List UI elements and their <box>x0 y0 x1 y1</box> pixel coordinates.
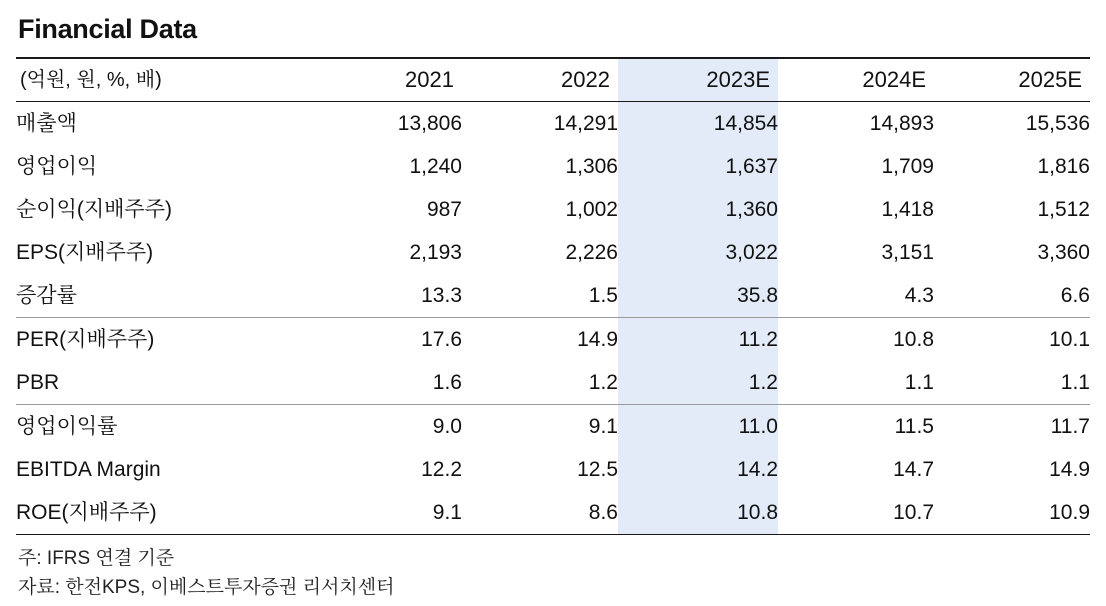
cell-2022: 2,226 <box>565 241 618 264</box>
cell-2021: 987 <box>426 198 462 221</box>
row-label: PER(지배주주) <box>16 318 306 362</box>
cell-2022: 9.1 <box>462 405 618 449</box>
cell-2025e: 1,816 <box>1037 155 1090 178</box>
table-row <box>16 491 1090 535</box>
cell-2022: 14,291 <box>553 112 618 135</box>
cell-2023e: 1,360 <box>618 188 778 231</box>
cell-2021: 12.2 <box>421 458 462 481</box>
table-header-row <box>16 58 1090 102</box>
table-row <box>16 188 1090 231</box>
cell-2023e: 1.2 <box>618 361 778 405</box>
cell-2025e: 1,512 <box>1037 198 1090 221</box>
table-row <box>16 102 1090 146</box>
cell-2021: 9.1 <box>306 491 462 535</box>
table-row <box>16 231 1090 274</box>
cell-2021: 17.6 <box>306 318 462 362</box>
cell-2021: 9.0 <box>306 405 462 449</box>
financial-data-table <box>16 57 1090 535</box>
cell-2022: 12.5 <box>577 458 618 481</box>
cell-2024e: 1.1 <box>904 371 934 394</box>
cell-2024e: 4.3 <box>904 284 934 307</box>
row-label: 영업이익률 <box>16 405 306 449</box>
row-label: PBR <box>16 371 60 394</box>
cell-2021: 2,193 <box>409 241 462 264</box>
cell-2025e: 6.6 <box>1060 284 1090 307</box>
row-label: EBITDA Margin <box>16 458 161 481</box>
cell-2022: 1.5 <box>588 284 618 307</box>
cell-2023e: 10.8 <box>618 491 778 535</box>
cell-2023e: 35.8 <box>618 274 778 318</box>
row-label: 순이익(지배주주) <box>16 198 172 221</box>
table-row <box>16 448 1090 491</box>
cell-2024e: 10.7 <box>778 491 934 535</box>
table-notes <box>18 544 1090 603</box>
cell-2023e: 11.2 <box>618 318 778 362</box>
cell-2023e: 14,854 <box>618 102 778 146</box>
cell-2024e: 14,893 <box>869 112 934 135</box>
cell-2023e: 11.0 <box>618 405 778 449</box>
cell-2025e: 10.1 <box>934 318 1090 362</box>
cell-2022: 1,002 <box>565 198 618 221</box>
cell-2024e: 1,709 <box>881 155 934 178</box>
cell-2025e: 3,360 <box>1037 241 1090 264</box>
row-label: 증감률 <box>16 284 77 307</box>
page-title: Financial Data <box>18 14 197 44</box>
row-label: 매출액 <box>16 112 77 135</box>
unit-header: (억원, 원, %, 배) <box>16 58 306 102</box>
cell-2025e: 1.1 <box>1060 371 1090 394</box>
cell-2025e: 14.9 <box>1049 458 1090 481</box>
cell-2021: 1.6 <box>432 371 462 394</box>
column-header-2021: 2021 <box>306 58 462 102</box>
cell-2022: 14.9 <box>462 318 618 362</box>
cell-2022: 8.6 <box>462 491 618 535</box>
note-source: 자료: 한전KPS, 이베스트투자증권 리서치센터 <box>18 577 395 599</box>
table-row <box>16 318 1090 362</box>
cell-2024e: 3,151 <box>881 241 934 264</box>
cell-2021: 13,806 <box>397 112 462 135</box>
column-header-2022: 2022 <box>462 58 618 102</box>
note-standard: 주: IFRS 연결 기준 <box>18 548 175 569</box>
cell-2025e: 11.7 <box>934 405 1090 449</box>
cell-2024e: 11.5 <box>778 405 934 449</box>
cell-2022: 1,306 <box>565 155 618 178</box>
cell-2024e: 14.7 <box>893 458 934 481</box>
cell-2023e: 1,637 <box>618 145 778 188</box>
table-row <box>16 145 1090 188</box>
cell-2024e: 10.8 <box>778 318 934 362</box>
table-row <box>16 405 1090 449</box>
column-header-2024e: 2024E <box>778 58 934 102</box>
cell-2023e: 3,022 <box>618 231 778 274</box>
cell-2021: 13.3 <box>421 284 462 307</box>
cell-2025e: 10.9 <box>934 491 1090 535</box>
table-row <box>16 274 1090 318</box>
column-header-2023e: 2023E <box>618 58 778 102</box>
cell-2023e: 14.2 <box>618 448 778 491</box>
cell-2022: 1.2 <box>588 371 618 394</box>
row-label: ROE(지배주주) <box>16 491 306 535</box>
row-label: 영업이익 <box>16 155 98 178</box>
column-header-2025e: 2025E <box>934 58 1090 102</box>
table-row <box>16 361 1090 405</box>
cell-2025e: 15,536 <box>1025 112 1090 135</box>
cell-2024e: 1,418 <box>881 198 934 221</box>
row-label: EPS(지배주주) <box>16 241 154 264</box>
cell-2021: 1,240 <box>409 155 462 178</box>
